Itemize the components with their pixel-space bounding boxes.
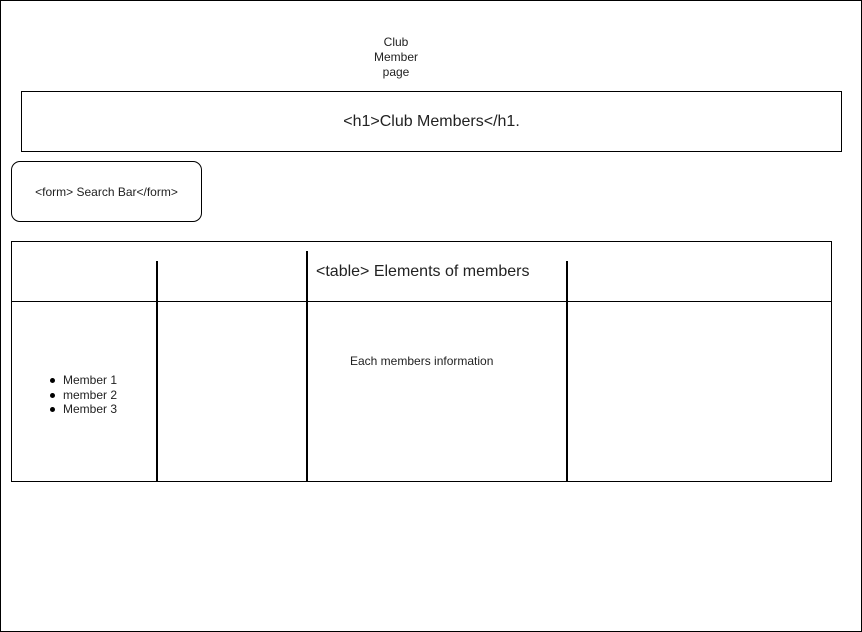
list-item: Member 1 bbox=[63, 373, 118, 387]
member-list bbox=[63, 373, 117, 417]
header-text: <h1>Club Members</h1. bbox=[343, 112, 520, 130]
search-bar-text: <form> Search Bar</form> bbox=[35, 184, 178, 199]
search-bar-box bbox=[11, 161, 202, 222]
table-header-divider bbox=[12, 301, 831, 302]
header-box bbox=[21, 91, 842, 152]
members-table-box bbox=[11, 241, 832, 482]
member-info-text: Each members information bbox=[350, 354, 494, 368]
table-column-line-1 bbox=[156, 261, 158, 481]
table-column-line-2 bbox=[306, 251, 308, 481]
table-column-line-3 bbox=[566, 261, 568, 481]
list-item: member 2 bbox=[63, 387, 118, 402]
table-title: <table> Elements of members bbox=[316, 263, 530, 280]
page-label: Club Member page bbox=[373, 35, 418, 79]
list-item: Member 3 bbox=[63, 402, 118, 416]
